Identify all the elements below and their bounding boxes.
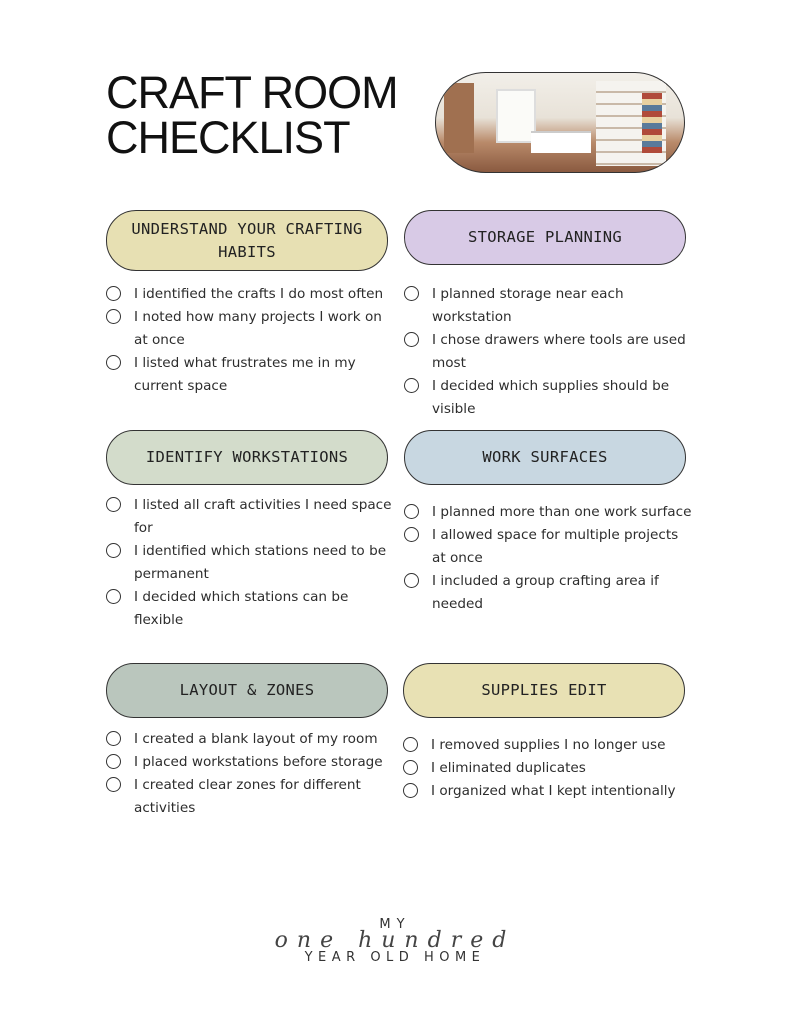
item-label: I identified which stations need to be permanent — [134, 543, 387, 582]
checklist-item[interactable] — [404, 283, 692, 329]
item-label: I included a group crafting area if needed — [432, 573, 659, 612]
item-label: I listed what frustrates me in my current space — [134, 355, 356, 394]
checkbox-circle[interactable] — [404, 378, 419, 393]
checklist-item[interactable] — [403, 780, 691, 803]
item-label: I decided which supplies should be visible — [432, 378, 670, 417]
checklist-item[interactable] — [404, 329, 692, 375]
section-header: SUPPLIES EDIT — [403, 663, 685, 718]
item-label: I created a blank layout of my room — [134, 731, 378, 747]
checkbox-circle[interactable] — [106, 589, 121, 604]
logo-my: MY — [379, 917, 411, 932]
section-header: WORK SURFACES — [404, 430, 686, 485]
checklist-item[interactable] — [404, 501, 692, 524]
checklist-item[interactable] — [106, 494, 394, 540]
checklist-item[interactable] — [404, 570, 692, 616]
checklist-item[interactable] — [404, 375, 692, 421]
checklist-item[interactable] — [106, 540, 394, 586]
item-label: I placed workstations before storage — [134, 754, 383, 770]
checkbox-circle[interactable] — [106, 286, 121, 301]
checkbox-circle[interactable] — [106, 355, 121, 370]
photo-door — [444, 83, 474, 153]
checklist-item[interactable] — [106, 728, 394, 751]
checklist-item[interactable] — [106, 586, 394, 632]
checklist-item[interactable] — [404, 524, 692, 570]
page-title — [106, 67, 398, 163]
checkbox-circle[interactable] — [404, 332, 419, 347]
checkbox-circle[interactable] — [106, 731, 121, 746]
item-label: I identified the crafts I do most often — [134, 286, 384, 302]
photo-table — [531, 131, 591, 153]
checkbox-circle[interactable] — [403, 783, 418, 798]
item-label: I organized what I kept intentionally — [431, 783, 676, 799]
section-header: STORAGE PLANNING — [404, 210, 686, 265]
section-header: UNDERSTAND YOUR CRAFTING HABITS — [106, 210, 388, 271]
checklist-item[interactable] — [106, 283, 394, 306]
section-workstations — [106, 430, 392, 632]
checkbox-circle[interactable] — [106, 497, 121, 512]
item-label: I listed all craft activities I need space for — [134, 497, 392, 536]
checkbox-circle[interactable] — [106, 543, 121, 558]
photo-window — [496, 89, 536, 143]
checkbox-circle[interactable] — [403, 760, 418, 775]
checkbox-circle[interactable] — [403, 737, 418, 752]
item-label: I decided which stations can be flexible — [134, 589, 349, 628]
checklist-item[interactable] — [106, 774, 394, 820]
title-line-1: CRAFT ROOM — [106, 67, 398, 118]
title-line-2: CHECKLIST — [106, 112, 350, 163]
section-header: LAYOUT & ZONES — [106, 663, 388, 718]
checklist-item[interactable] — [106, 352, 394, 398]
logo-year-old-home: YEAR OLD HOME — [304, 950, 486, 965]
item-label: I eliminated duplicates — [431, 760, 586, 776]
item-label: I noted how many projects I work on at once — [134, 309, 382, 348]
checkbox-circle[interactable] — [106, 777, 121, 792]
item-label: I planned more than one work surface — [432, 504, 692, 520]
checkbox-circle[interactable] — [404, 286, 419, 301]
photo-supplies — [642, 93, 662, 153]
item-label: I removed supplies I no longer use — [431, 737, 666, 753]
section-header: IDENTIFY WORKSTATIONS — [106, 430, 388, 485]
checkbox-circle[interactable] — [404, 527, 419, 542]
section-crafting-habits — [106, 210, 388, 398]
item-label: I created clear zones for different activities — [134, 777, 361, 816]
checkbox-circle[interactable] — [404, 504, 419, 519]
checkbox-circle[interactable] — [106, 309, 121, 324]
item-label: I planned storage near each workstation — [432, 286, 624, 325]
checklist-item[interactable] — [106, 306, 394, 352]
section-work-surfaces — [404, 430, 692, 616]
section-storage-planning — [404, 210, 686, 421]
craft-room-photo — [435, 72, 685, 173]
section-layout-zones — [106, 663, 388, 820]
checkbox-circle[interactable] — [106, 754, 121, 769]
checklist-item[interactable] — [403, 757, 691, 780]
section-supplies-edit — [403, 663, 685, 803]
brand-logo — [230, 918, 560, 966]
item-label: I allowed space for multiple projects at once — [432, 527, 679, 566]
item-label: I chose drawers where tools are used most — [432, 332, 686, 371]
checkbox-circle[interactable] — [404, 573, 419, 588]
checklist-item[interactable] — [403, 734, 691, 757]
logo-script: one hundred — [274, 928, 516, 953]
checklist-item[interactable] — [106, 751, 394, 774]
